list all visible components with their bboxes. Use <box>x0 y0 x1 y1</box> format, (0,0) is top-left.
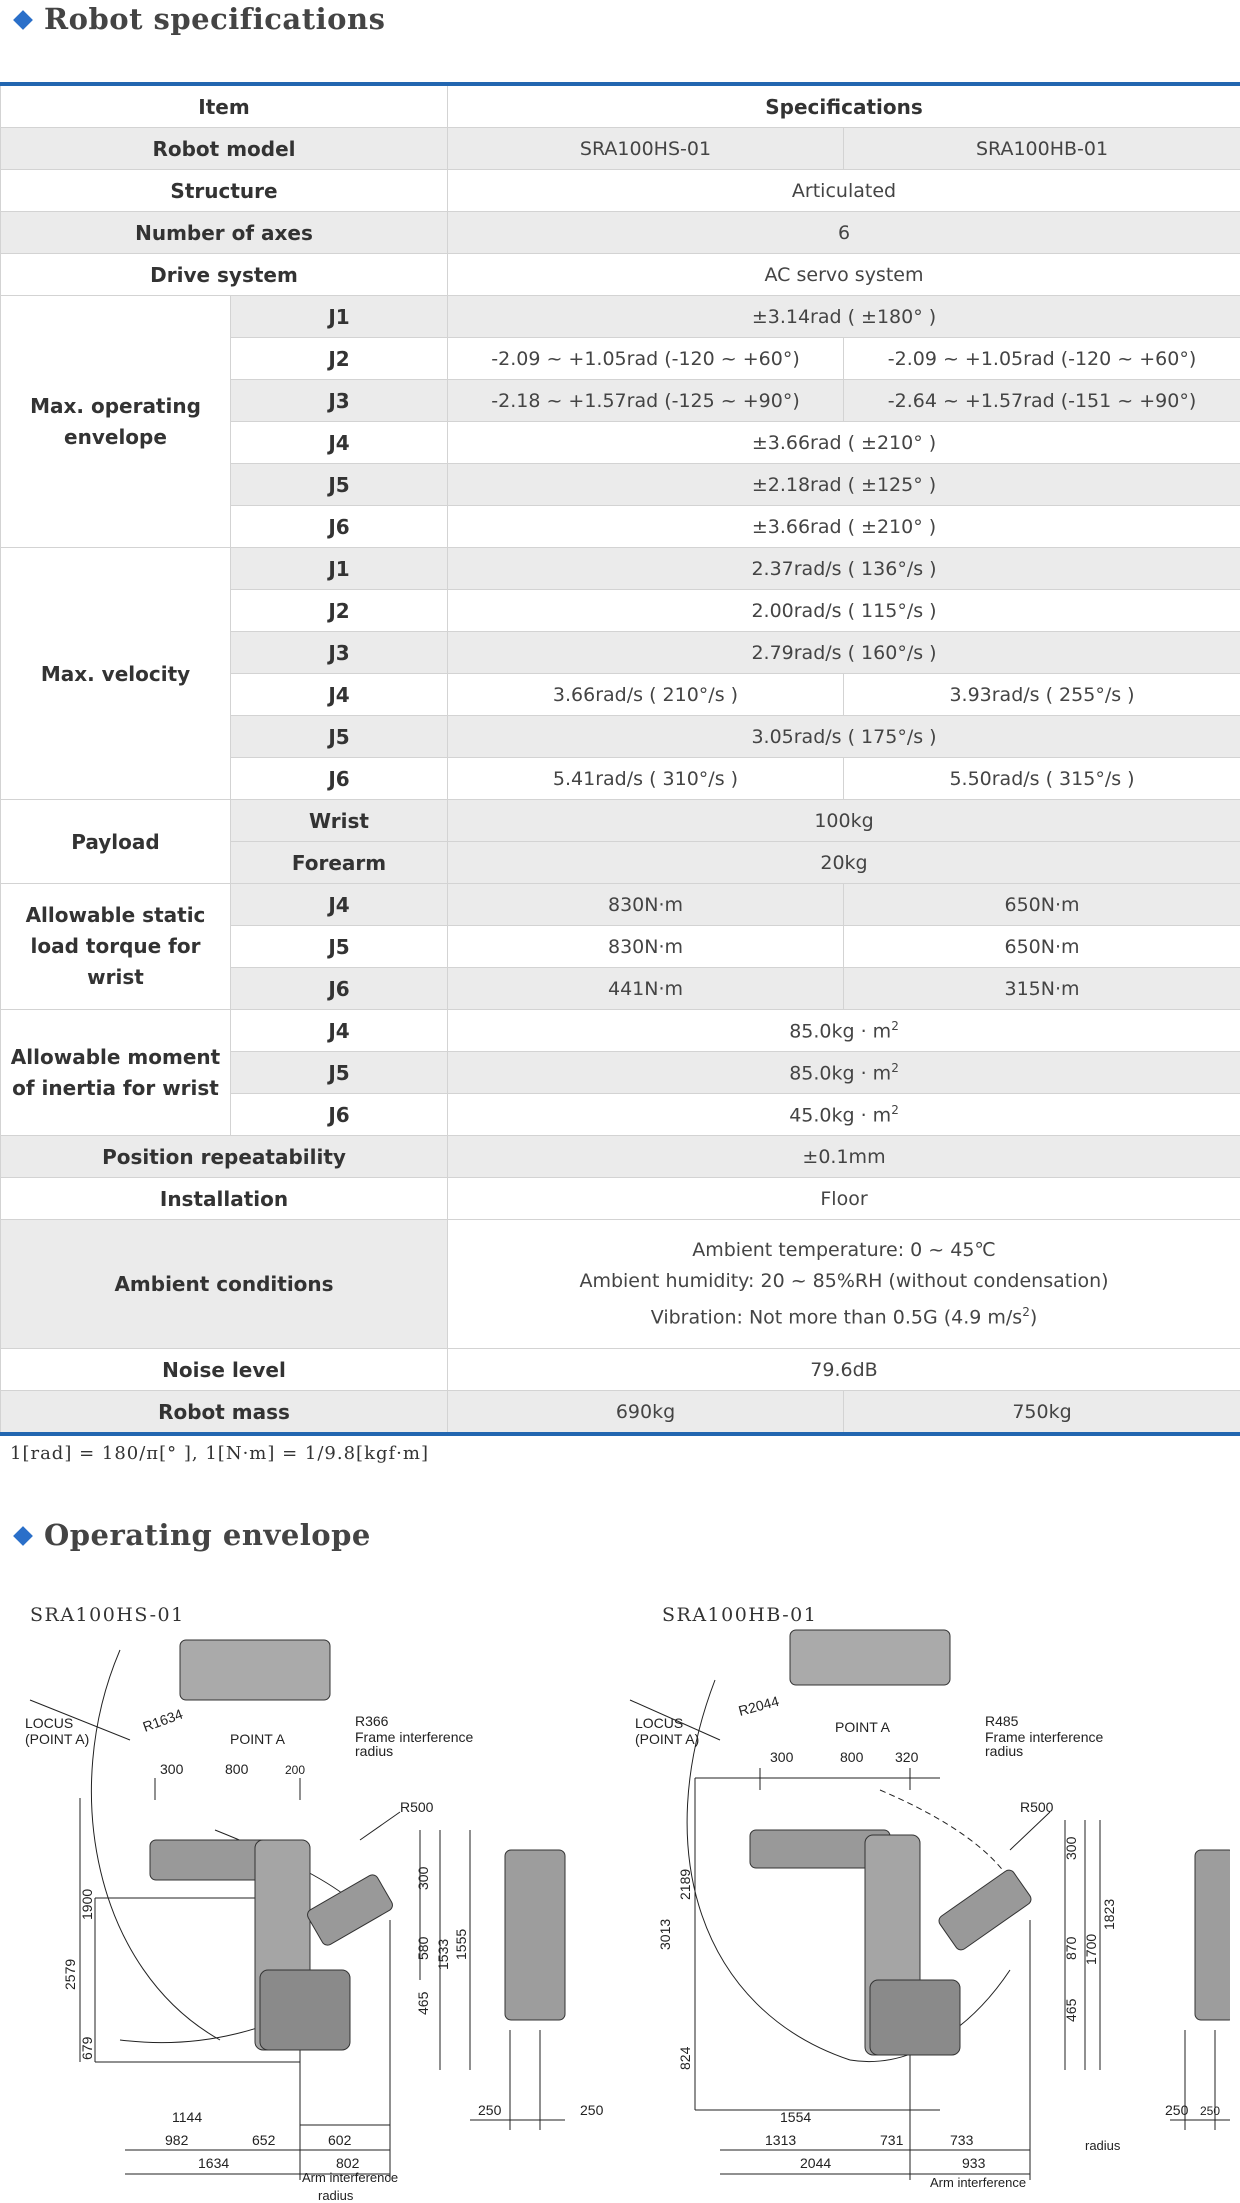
ambient-line <box>448 1297 1240 1333</box>
cell-value: 3.05rad/s ( 175°/s ) <box>448 716 1240 758</box>
cell-hb: 650N·m <box>844 884 1240 926</box>
dimension-label: 250 <box>478 2102 502 2118</box>
point-a-label: POINT A <box>230 1731 286 1747</box>
section-title-text: Operating envelope <box>44 1518 371 1552</box>
section-title-specifications <box>10 2 385 36</box>
ambient-line: Ambient temperature: 0 ~ 45℃ <box>448 1235 1240 1266</box>
envelope-diagram-hb <box>610 1590 1230 2199</box>
cell-hs: 830N·m <box>448 884 844 926</box>
dimension-label: 300 <box>1063 1836 1079 1860</box>
table-row <box>1 884 1240 926</box>
diamond-bullet-icon <box>13 10 33 30</box>
row-label: Installation <box>1 1178 448 1220</box>
row-label: Number of axes <box>1 212 448 254</box>
footnote: 1[rad] = 180/π[° ], 1[N·m] = 1/9.8[kgf·m] <box>10 1443 429 1464</box>
axis-label: J1 <box>231 296 448 338</box>
locus-point-label: (POINT A) <box>25 1731 89 1747</box>
cell-value: 6 <box>448 212 1240 254</box>
cell-hs: 3.66rad/s ( 210°/s ) <box>448 674 844 716</box>
locus-point-label: (POINT A) <box>635 1731 699 1747</box>
dimension-label: 250 <box>1200 2104 1220 2118</box>
dimension-label: 250 <box>1165 2102 1189 2118</box>
group-label: Payload <box>1 800 231 884</box>
dimension-label: 320 <box>895 1749 919 1765</box>
cell-value: ±3.66rad ( ±210° ) <box>448 506 1240 548</box>
table-row <box>1 800 1240 842</box>
row-label: Robot mass <box>1 1391 448 1435</box>
unit-superscript: 2 <box>891 1019 899 1033</box>
axis-label: J4 <box>231 1010 448 1052</box>
locus-arc <box>687 1680 850 2060</box>
dimension-label: 1533 <box>435 1939 451 1970</box>
dimension-label: 250 <box>580 2102 604 2118</box>
dimension-label: 465 <box>1063 1998 1079 2022</box>
dimension-label: 652 <box>252 2132 276 2148</box>
section-title-envelope <box>10 1518 371 1552</box>
cell-hs: -2.18 ~ +1.57rad (-125 ~ +90°) <box>448 380 844 422</box>
table-row <box>1 548 1240 590</box>
radius-label: R1634 <box>141 1706 185 1735</box>
row-label: Drive system <box>1 254 448 296</box>
dimension-label: 1823 <box>1101 1899 1117 1930</box>
dimension-label: 824 <box>677 2046 693 2070</box>
dimension-label: 1700 <box>1083 1934 1099 1965</box>
axis-label: J5 <box>231 716 448 758</box>
dimension-label: 1554 <box>780 2109 811 2125</box>
cell-ambient <box>448 1220 1240 1349</box>
dimension-label: 802 <box>336 2155 360 2171</box>
cell-value: ±3.14rad ( ±180° ) <box>448 296 1240 338</box>
dimension-label: 1313 <box>765 2132 796 2148</box>
inertia-value: 85.0kg · m <box>789 1062 891 1084</box>
robot-side-view <box>1195 1850 1230 2020</box>
point-a-label: POINT A <box>835 1719 891 1735</box>
row-label: Ambient conditions <box>1 1220 448 1349</box>
arm-label: Arm interference <box>930 2175 1026 2190</box>
cell-hb: 650N·m <box>844 926 1240 968</box>
robot-forearm <box>305 1873 394 1948</box>
robot-forearm <box>937 1868 1034 1952</box>
radius-label: R500 <box>400 1799 434 1815</box>
unit-superscript: 2 <box>891 1061 899 1075</box>
locus-label: LOCUS <box>25 1715 73 1731</box>
cell-value: Articulated <box>448 170 1240 212</box>
row-label: Robot model <box>1 128 448 170</box>
table-row <box>1 1178 1240 1220</box>
dimension-label: 1144 <box>172 2109 202 2125</box>
dimension-label: 465 <box>415 1991 431 2015</box>
table-row <box>1 212 1240 254</box>
frame-label: Frame interference <box>985 1729 1103 1745</box>
axis-label: J4 <box>231 422 448 464</box>
dimension-label: 733 <box>950 2132 974 2148</box>
robot-arm-top <box>180 1640 330 1700</box>
cell-hb: 315N·m <box>844 968 1240 1010</box>
arm-radius-label-hs: radius <box>318 2188 353 2203</box>
axis-label: J5 <box>231 926 448 968</box>
dimension-label: 933 <box>962 2155 986 2171</box>
axis-label: J3 <box>231 632 448 674</box>
cell-value: 2.37rad/s ( 136°/s ) <box>448 548 1240 590</box>
diamond-bullet-icon <box>13 1526 33 1546</box>
dimension-label: 1900 <box>79 1889 95 1920</box>
dimension-label: 870 <box>1063 1936 1079 1960</box>
axis-label: J6 <box>231 758 448 800</box>
table-row <box>1 296 1240 338</box>
table-row <box>1 170 1240 212</box>
cell-value: 100kg <box>448 800 1240 842</box>
frame-label: radius <box>985 1743 1023 1759</box>
model-label-hb: SRA100HB-01 <box>662 1604 817 1626</box>
ambient-vibration: Vibration: Not more than 0.5G (4.9 m/s <box>651 1306 1022 1328</box>
dimension-label: 800 <box>840 1749 864 1765</box>
header-item: Item <box>1 84 448 128</box>
axis-label: J1 <box>231 548 448 590</box>
table-row <box>1 128 1240 170</box>
arm-label: radius <box>1085 2138 1121 2153</box>
axis-label: J4 <box>231 884 448 926</box>
cell-hs: 5.41rad/s ( 310°/s ) <box>448 758 844 800</box>
cell-hb: 3.93rad/s ( 255°/s ) <box>844 674 1240 716</box>
cell-value: ±0.1mm <box>448 1136 1240 1178</box>
cell-value: 79.6dB <box>448 1349 1240 1391</box>
table-row <box>1 1391 1240 1435</box>
dimension-label: 300 <box>160 1761 184 1777</box>
radius-label: R485 <box>985 1713 1019 1729</box>
cell-hs: SRA100HS-01 <box>448 128 844 170</box>
robot-arm-top <box>790 1630 950 1685</box>
dimension-label: 2044 <box>800 2155 831 2171</box>
dimension-label: 800 <box>225 1761 249 1777</box>
dimension-label: 602 <box>328 2132 352 2148</box>
robot-base <box>870 1980 960 2055</box>
row-label: Noise level <box>1 1349 448 1391</box>
ambient-line: Ambient humidity: 20 ~ 85%RH (without condensation) <box>448 1266 1240 1297</box>
table-row <box>1 84 1240 128</box>
robot-side-view <box>505 1850 565 2020</box>
cell-value <box>448 1052 1240 1094</box>
header-specifications: Specifications <box>448 84 1240 128</box>
ambient-paren: ) <box>1030 1306 1037 1328</box>
dimension-label: 300 <box>415 1866 431 1890</box>
row-label: Structure <box>1 170 448 212</box>
cell-hs: 690kg <box>448 1391 844 1435</box>
unit-superscript: 2 <box>891 1103 899 1117</box>
arm-label: Arm interference <box>302 2170 398 2185</box>
envelope-diagram-hs <box>0 1590 620 2194</box>
table-row <box>1 254 1240 296</box>
table-row <box>1 1349 1240 1391</box>
inertia-value: 85.0kg · m <box>789 1020 891 1042</box>
frame-label: radius <box>355 1743 393 1759</box>
locus-label: LOCUS <box>635 1715 683 1731</box>
axis-label: J6 <box>231 968 448 1010</box>
axis-label: Wrist <box>231 800 448 842</box>
cell-value: 20kg <box>448 842 1240 884</box>
unit-superscript: 2 <box>1022 1305 1030 1319</box>
axis-label: J5 <box>231 1052 448 1094</box>
cell-hb: 5.50rad/s ( 315°/s ) <box>844 758 1240 800</box>
cell-hb: -2.64 ~ +1.57rad (-151 ~ +90°) <box>844 380 1240 422</box>
dimension-label: 200 <box>285 1763 305 1777</box>
radius-label: R500 <box>1020 1799 1054 1815</box>
dimension-label: 2579 <box>62 1959 78 1990</box>
axis-label: J6 <box>231 1094 448 1136</box>
radius-label: R366 <box>355 1713 389 1729</box>
table-row <box>1 1136 1240 1178</box>
dimension-label: 580 <box>415 1936 431 1960</box>
robot-base <box>260 1970 350 2050</box>
group-label: Allowable moment of inertia for wrist <box>1 1010 231 1136</box>
cell-value <box>448 1010 1240 1052</box>
cell-hb: SRA100HB-01 <box>844 128 1240 170</box>
dimension-label: 982 <box>165 2132 189 2148</box>
dimension-label: 300 <box>770 1749 794 1765</box>
cell-hb: -2.09 ~ +1.05rad (-120 ~ +60°) <box>844 338 1240 380</box>
frame-label: Frame interference <box>355 1729 473 1745</box>
group-label: Allowable static load torque for wrist <box>1 884 231 1010</box>
cell-hs: 830N·m <box>448 926 844 968</box>
cell-hs: 441N·m <box>448 968 844 1010</box>
cell-value: Floor <box>448 1178 1240 1220</box>
table-row <box>1 1010 1240 1052</box>
axis-label: J2 <box>231 590 448 632</box>
table-row <box>1 1220 1240 1349</box>
axis-label: J4 <box>231 674 448 716</box>
dimension-label: 731 <box>880 2132 904 2148</box>
cell-value: ±2.18rad ( ±125° ) <box>448 464 1240 506</box>
radius-label: R2044 <box>737 1693 781 1719</box>
group-label: Max. operating envelope <box>1 296 231 548</box>
cell-value: 2.79rad/s ( 160°/s ) <box>448 632 1240 674</box>
axis-label: J6 <box>231 506 448 548</box>
dimension-label: 3013 <box>657 1919 673 1950</box>
axis-label: J3 <box>231 380 448 422</box>
dimension-label: 2189 <box>677 1869 693 1900</box>
cell-hs: -2.09 ~ +1.05rad (-120 ~ +60°) <box>448 338 844 380</box>
group-label: Max. velocity <box>1 548 231 800</box>
cell-value: ±3.66rad ( ±210° ) <box>448 422 1240 464</box>
axis-label: Forearm <box>231 842 448 884</box>
dimension-label: 679 <box>79 2036 95 2060</box>
inertia-value: 45.0kg · m <box>789 1104 891 1126</box>
row-label: Position repeatability <box>1 1136 448 1178</box>
cell-value <box>448 1094 1240 1136</box>
dimension-label: 1555 <box>453 1929 469 1960</box>
model-label-hs: SRA100HS-01 <box>30 1604 185 1626</box>
spec-table <box>0 82 1240 1436</box>
dimension-label: 1634 <box>198 2155 229 2171</box>
cell-value: AC servo system <box>448 254 1240 296</box>
cell-value: 2.00rad/s ( 115°/s ) <box>448 590 1240 632</box>
axis-label: J5 <box>231 464 448 506</box>
section-title-text: Robot specifications <box>44 2 385 36</box>
cell-hb: 750kg <box>844 1391 1240 1435</box>
axis-label: J2 <box>231 338 448 380</box>
